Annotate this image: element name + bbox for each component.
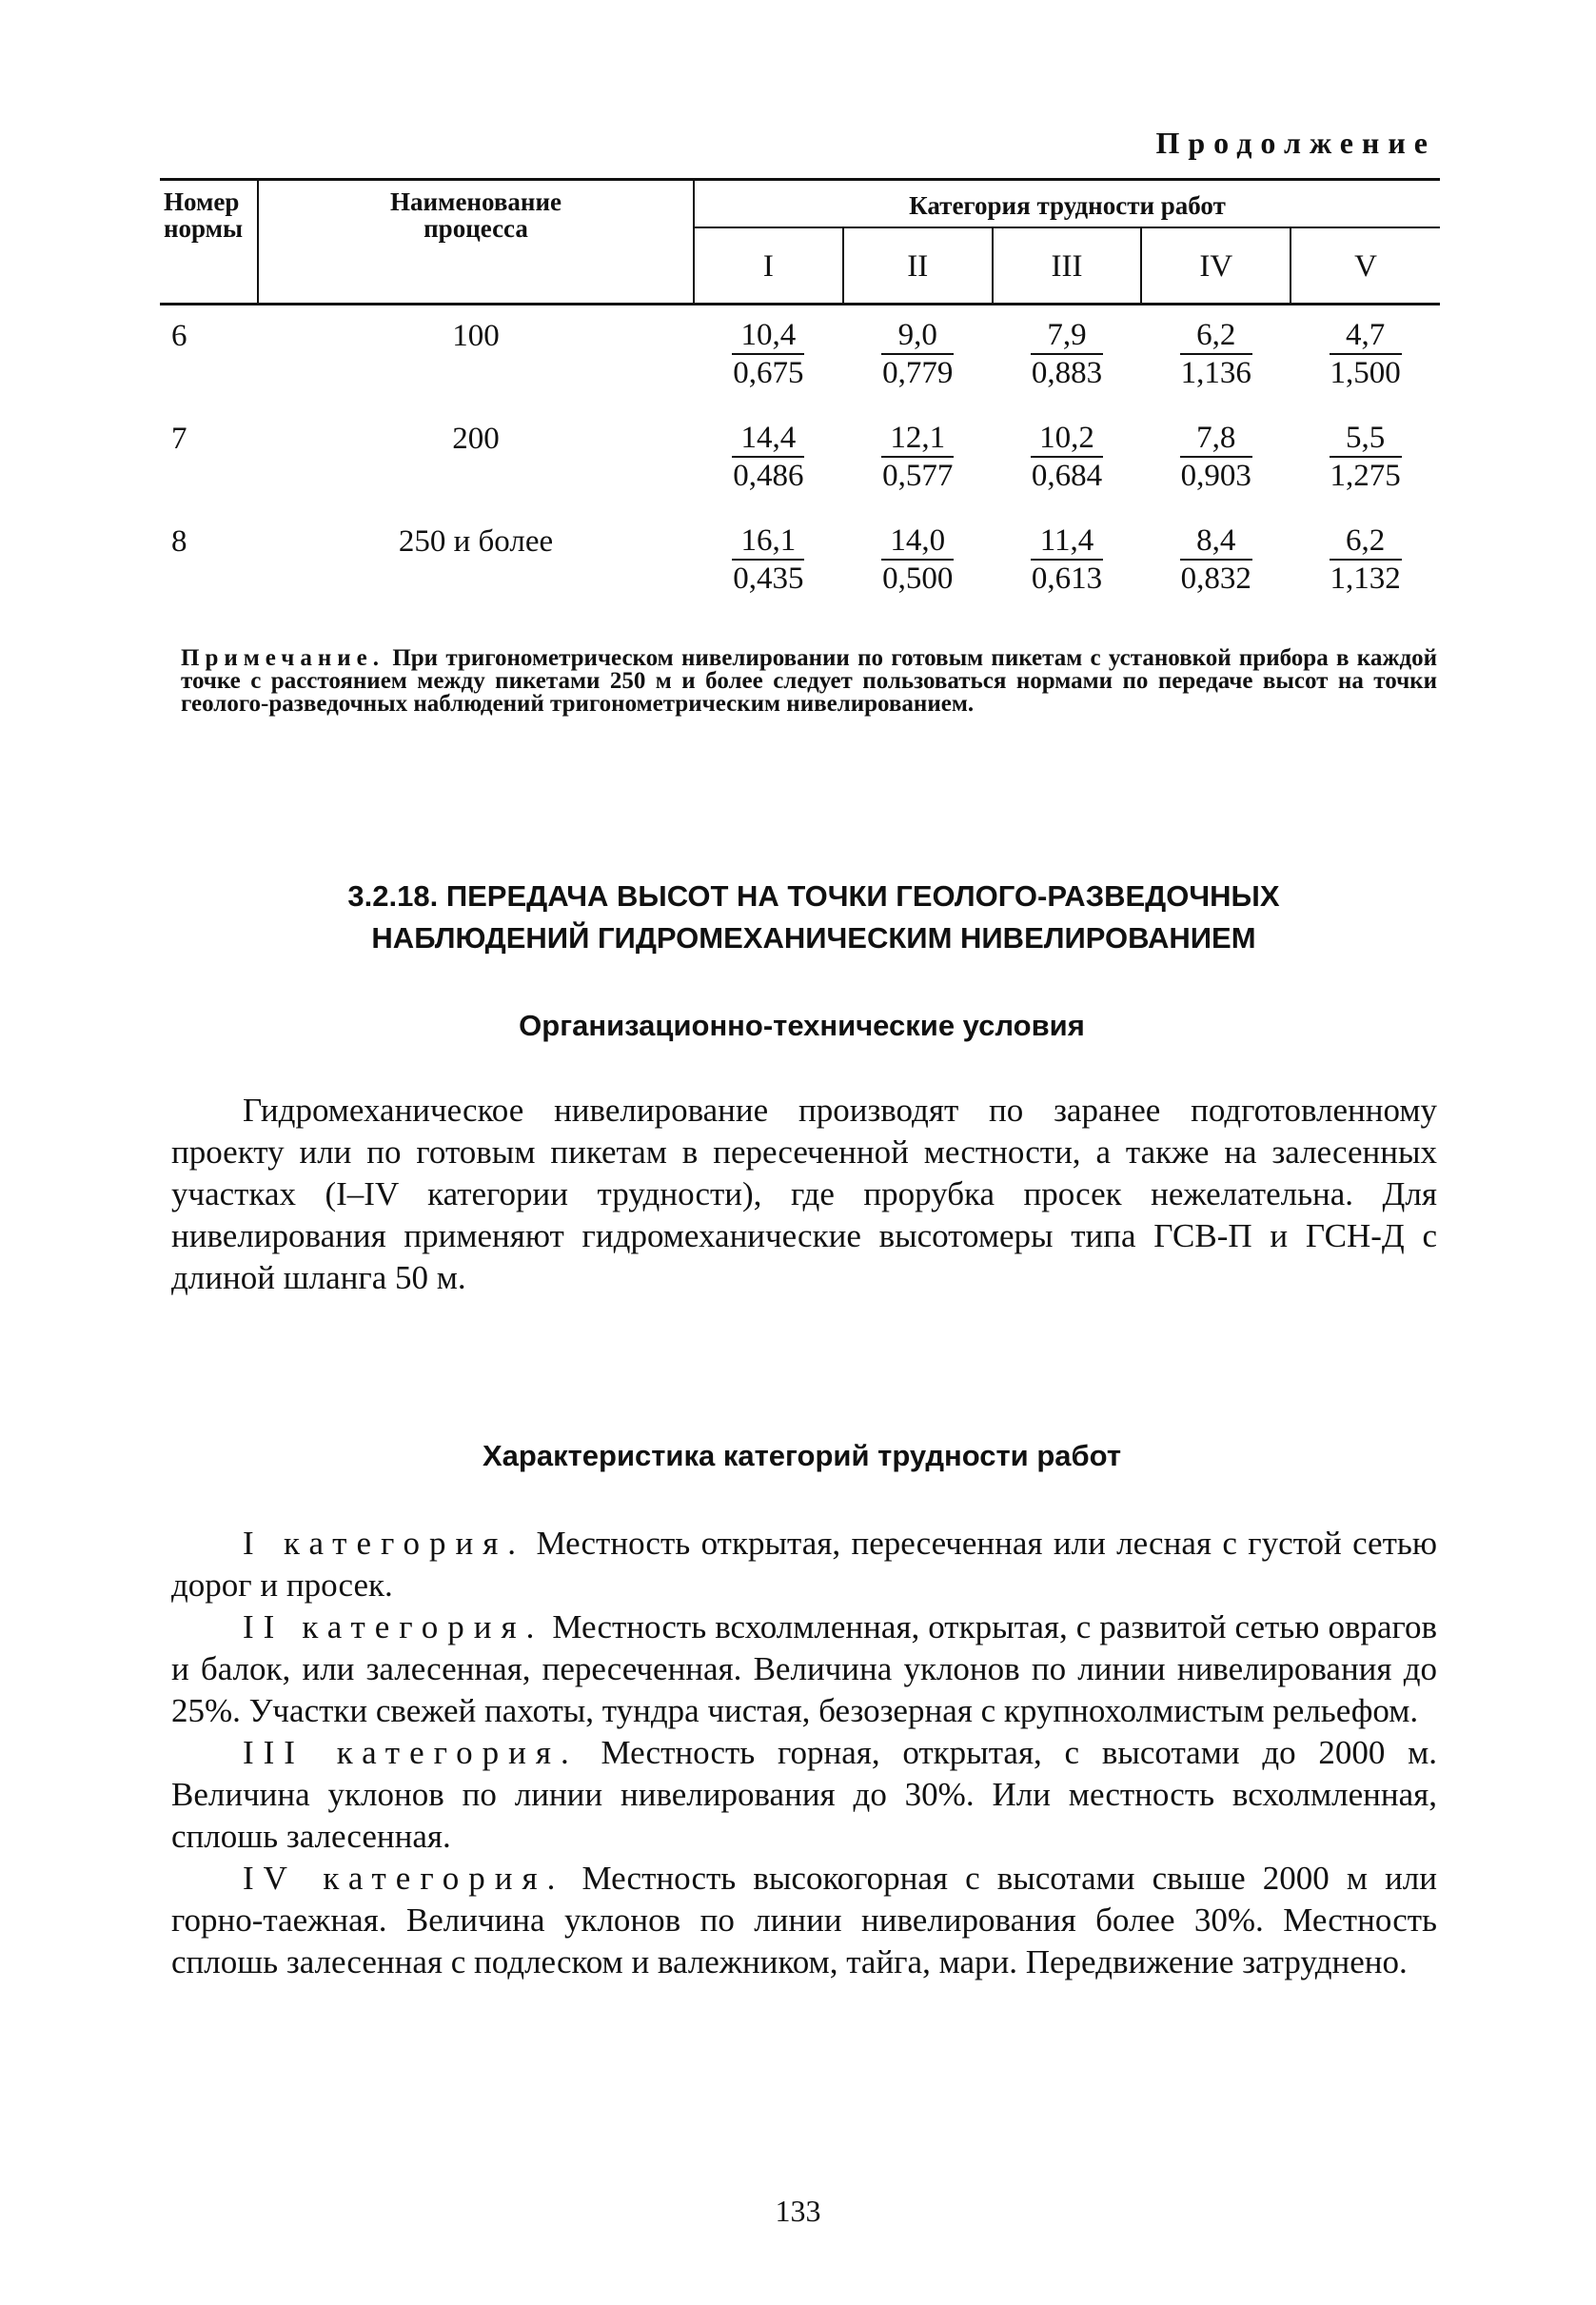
value-bottom: 0,779	[882, 356, 954, 390]
category-label: I категория.	[243, 1525, 526, 1562]
category-paragraph	[171, 1732, 1437, 1858]
row-number: 8	[171, 524, 187, 559]
row-process: 250 и более	[398, 524, 554, 559]
value-bottom: 1,132	[1330, 561, 1401, 596]
header-category: Категория трудности работ	[694, 180, 1440, 228]
category-label: III категория.	[243, 1734, 579, 1771]
value-top: 11,4	[1031, 522, 1103, 561]
category-paragraph	[171, 1523, 1437, 1606]
value-top: 8,4	[1180, 522, 1252, 561]
table-note	[181, 647, 1437, 716]
table-row	[160, 511, 1440, 614]
header-cat-2: II	[843, 227, 993, 305]
page-number: 133	[775, 2194, 821, 2228]
value-top: 12,1	[881, 420, 954, 458]
value-bottom: 0,435	[733, 561, 804, 596]
row-process: 200	[452, 422, 500, 456]
value-top: 9,0	[881, 317, 954, 355]
value-bottom: 0,577	[882, 459, 954, 493]
row-process: 100	[452, 319, 500, 353]
header-number: Номер нормы	[160, 180, 258, 305]
value-top: 14,4	[732, 420, 804, 458]
value-cell	[694, 408, 843, 511]
section-title	[190, 876, 1437, 959]
value-top: 4,7	[1330, 317, 1402, 355]
category-label: IV категория.	[243, 1860, 565, 1897]
value-top: 6,2	[1330, 522, 1402, 561]
value-bottom: 0,500	[882, 561, 954, 596]
value-bottom: 0,903	[1180, 459, 1251, 493]
norms-table	[160, 178, 1440, 614]
value-cell	[993, 408, 1142, 511]
category-text: Местность высокогорная с высотами свыше 2000 м или горно-таежная. Величина уклонов по линии нивелирования более 30%. Местность сплошь залесенная с подлеском и валежником, тайга, мари. Передвижение затруднено.	[171, 1860, 1437, 1980]
value-bottom: 1,136	[1180, 356, 1251, 390]
section-title-line1: 3.2.18. ПЕРЕДАЧА ВЫСОТ НА ТОЧКИ ГЕОЛОГО-РАЗВЕДОЧНЫХ	[347, 879, 1280, 913]
header-cat-1: I	[694, 227, 843, 305]
categories-body	[171, 1523, 1437, 1983]
header-name-line1: Наименование	[390, 187, 562, 216]
value-cell	[843, 408, 993, 511]
row-number: 6	[171, 319, 187, 353]
value-bottom: 0,675	[733, 356, 804, 390]
value-bottom: 0,486	[733, 459, 804, 493]
value-cell	[1291, 305, 1440, 409]
value-cell	[1291, 511, 1440, 614]
value-bottom: 0,613	[1031, 561, 1103, 596]
value-cell	[694, 305, 843, 409]
category-label: II категория.	[243, 1608, 544, 1645]
value-cell	[1141, 305, 1291, 409]
value-top: 6,2	[1180, 317, 1252, 355]
value-cell	[1291, 408, 1440, 511]
note-text: При тригонометрическом нивелировании по готовым пикетам с установкой прибора в каждой точке с расстоянием между пикетами 250 м и более следует пользоваться нормами по передаче высот на точки геолого-разведочных наблюдений тригонометрическим нивелированием.	[181, 645, 1438, 717]
table-row	[160, 408, 1440, 511]
value-bottom: 0,832	[1180, 561, 1251, 596]
value-cell	[993, 305, 1142, 409]
category-paragraph	[171, 1858, 1437, 1983]
category-text: Местность горная, открытая, с высотами до 2000 м. Величина уклонов по линии нивелирования до 30%. Или местность всхолмленная, сплошь залесенная.	[171, 1734, 1438, 1855]
header-cat-5: V	[1291, 227, 1440, 305]
value-top: 16,1	[732, 522, 804, 561]
value-top: 14,0	[881, 522, 954, 561]
value-bottom: 1,500	[1330, 356, 1401, 390]
value-cell	[1141, 511, 1291, 614]
subheading-categories: Характеристика категорий трудности работ	[482, 1439, 1122, 1472]
value-top: 7,9	[1031, 317, 1103, 355]
subheading-conditions: Организационно-технические условия	[519, 1009, 1085, 1042]
value-bottom: 0,883	[1031, 356, 1103, 390]
value-cell	[843, 511, 993, 614]
category-paragraph	[171, 1606, 1437, 1732]
continuation-label: Продолжение	[1155, 126, 1436, 160]
header-name-line2: процесса	[424, 214, 528, 243]
header-process-name	[258, 180, 694, 305]
value-top: 10,2	[1031, 420, 1103, 458]
conditions-paragraph: Гидромеханическое нивелирование производят по заранее подготовленному проекту или по готовым пикетам в пересеченной местности, а также на залесенных участках (I–IV категории трудности), где прорубка просек нежелательна. Для нивелирования применяют гидромеханические высотомеры типа ГСВ-П и ГСН-Д с длиной шланга 50 м.	[171, 1092, 1437, 1296]
category-text: Местность всхолмленная, открытая, с развитой сетью оврагов и балок, или залесенная, пересеченная. Величина уклонов по линии нивелирования до 25%. Участки свежей пахоты, тундра чистая, безозерная с крупнохолмистым рельефом.	[171, 1608, 1438, 1729]
value-top: 5,5	[1330, 420, 1402, 458]
value-bottom: 0,684	[1031, 459, 1103, 493]
value-cell	[843, 305, 993, 409]
value-cell	[694, 511, 843, 614]
category-text: Местность открытая, пересеченная или лесная с густой сетью дорог и просек.	[171, 1525, 1438, 1604]
row-number: 7	[171, 422, 187, 456]
note-label: Примечание.	[181, 645, 385, 671]
header-cat-4: IV	[1141, 227, 1291, 305]
value-cell	[993, 511, 1142, 614]
section-title-line2: НАБЛЮДЕНИЙ ГИДРОМЕХАНИЧЕСКИМ НИВЕЛИРОВАНИЕМ	[371, 921, 1256, 955]
conditions-body	[171, 1090, 1437, 1299]
table-row	[160, 305, 1440, 409]
value-top: 7,8	[1180, 420, 1252, 458]
value-cell	[1141, 408, 1291, 511]
header-cat-3: III	[993, 227, 1142, 305]
value-top: 10,4	[732, 317, 804, 355]
value-bottom: 1,275	[1330, 459, 1401, 493]
